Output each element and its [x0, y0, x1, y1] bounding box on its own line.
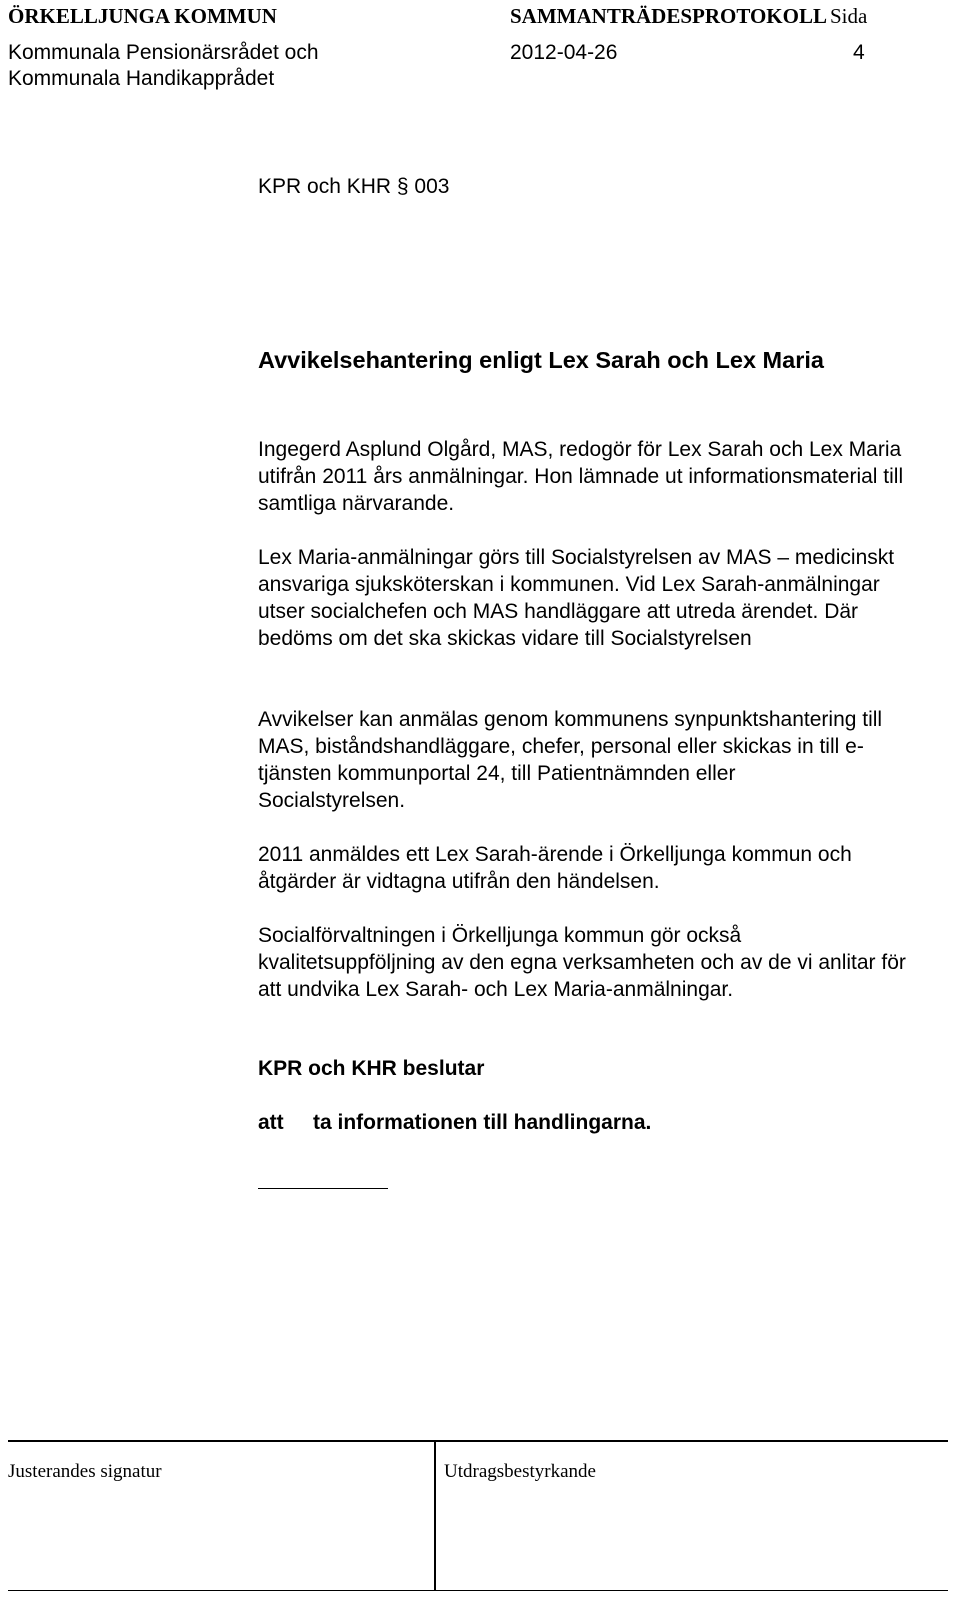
- decision-heading: KPR och KHR beslutar: [258, 1057, 485, 1080]
- footer-top-rule: [8, 1440, 948, 1442]
- body-paragraph-4: [258, 841, 898, 895]
- body-paragraph-3: [258, 706, 888, 814]
- paragraph-text: Avvikelser kan anmälas genom kommunens synpunktshantering till MAS, biståndshandläggare, chefer, personal eller skickas in till e-tjänsten kommunportal 24, till Patientnämnden eller Socialstyrelsen.: [258, 708, 883, 812]
- certification-label: Utdragsbestyrkande: [444, 1461, 596, 1482]
- section-title: Avvikelsehantering enligt Lex Sarah och Lex Maria: [258, 347, 824, 373]
- municipality-name: ÖRKELLJUNGA KOMMUN: [8, 4, 277, 28]
- footer-bottom-rule: [8, 1590, 948, 1591]
- body-paragraph-5: [258, 922, 908, 1003]
- page-label: Sida: [830, 4, 868, 28]
- signature-label: Justerandes signatur: [8, 1461, 162, 1482]
- body-paragraph-2: [258, 544, 898, 652]
- paragraph-text: Lex Maria-anmälningar görs till Socialstyrelsen av MAS – medicinskt ansvariga sjuksköterskan i kommunen. Vid Lex Sarah-anmälningar utser socialchefen och MAS handläggare att utreda ärendet. Där bedöms om det ska skickas vidare till Socialstyrelsen: [258, 546, 895, 650]
- meeting-date: 2012-04-26: [510, 41, 618, 64]
- page-number: 4: [853, 41, 865, 64]
- decision-att: att: [258, 1111, 284, 1134]
- decision-text: ta informationen till handlingarna.: [313, 1111, 652, 1134]
- document-type: SAMMANTRÄDESPROTOKOLL: [510, 4, 827, 28]
- body-paragraph-1: [258, 436, 918, 517]
- council-line-1: Kommunala Pensionärsrådet och: [8, 41, 319, 64]
- paragraph-text: Ingegerd Asplund Olgård, MAS, redogör för Lex Sarah och Lex Maria utifrån 2011 års anmälningar. Hon lämnade ut informationsmaterial till samtliga närvarande.: [258, 438, 904, 515]
- footer-divider: [434, 1441, 436, 1591]
- section-end-rule: [258, 1188, 388, 1189]
- paragraph-text: Socialförvaltningen i Örkelljunga kommun gör också kvalitetsuppföljning av den egna verksamheten och av de vi anlitar för att undvika Lex Sarah- och Lex Maria-anmälningar.: [258, 924, 906, 1001]
- paragraph-text: 2011 anmäldes ett Lex Sarah-ärende i Örkelljunga kommun och åtgärder är vidtagna utifrån den händelsen.: [258, 843, 852, 893]
- council-line-2: Kommunala Handikapprådet: [8, 67, 275, 90]
- paragraph-id: KPR och KHR § 003: [258, 175, 450, 198]
